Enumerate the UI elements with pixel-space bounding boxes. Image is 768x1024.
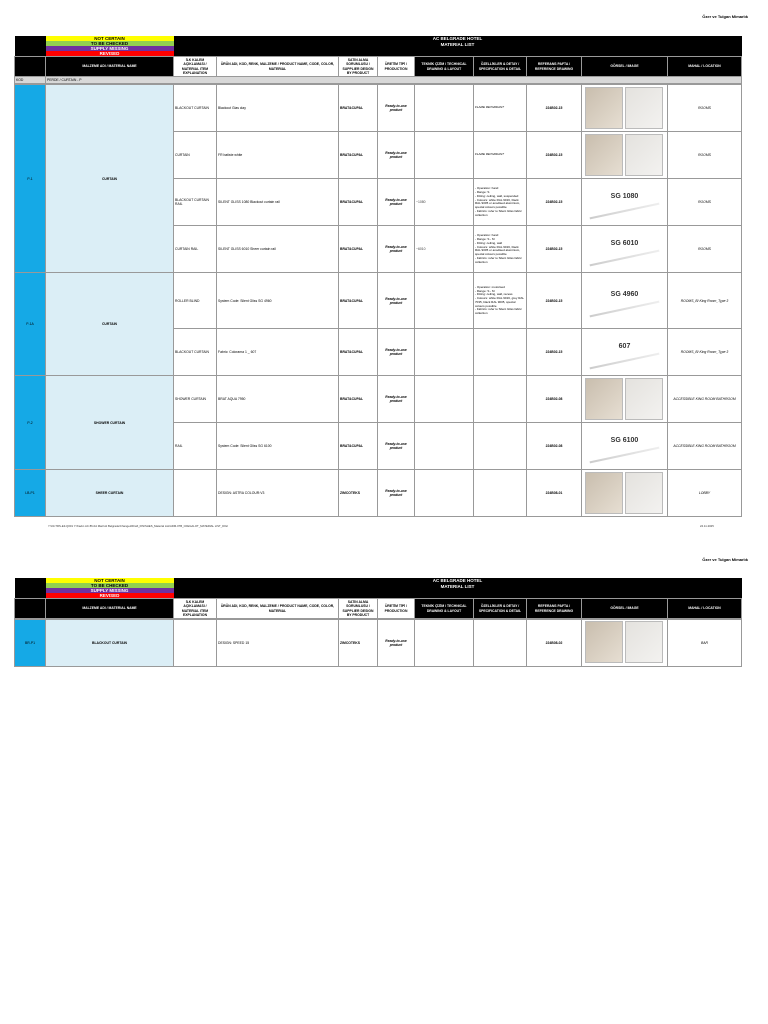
specification: - Operation: hand - Range: S - Fitting: ceiling, wall, suspended - Colours: white RAL 9016, black RAL 9005 or anodised aluminium, special colours possible - Fabrics: refer to Silent Gliss fabric collection [474,179,527,226]
col-explanation: İLK KALEM AÇIKLAMASI / MATERIAL ITEM EXPLANATION [174,599,217,619]
product-name: Blackout Gias clay [217,85,339,132]
group-name: SHOWER CURTAIN [46,376,174,470]
location: ROOMS_B/ King Room_Type 3 [668,273,742,329]
location: ROOMS [668,179,742,226]
section-name: PERDE / CURTAIN - P [46,77,742,84]
brand-name: Özer ve Tulgan Mimarlık [702,14,748,19]
material-sheet-page-2 [14,578,741,667]
reference-drawing: 224B02-08 [527,376,582,423]
title-block [174,36,742,57]
product-photo [625,472,663,514]
specification [474,620,527,667]
technical-drawing [415,376,474,423]
supplier: BRAT&CUPAL [339,423,378,470]
location: ACCESSIBLE KING ROOM BATHROOM [668,376,742,423]
product-image [582,226,668,273]
product-image [582,470,668,517]
item-explanation: RAIL [174,423,217,470]
table-row [15,620,742,667]
col-name: MALZEME ADI / MATERIAL NAME [46,599,174,619]
col-drawing: REFERANS PAFTA / REFERENCE DRAWING [527,57,582,77]
group-name: CURTAIN [46,273,174,376]
supplier: BRAT&CUPAL [339,329,378,376]
table-row [15,376,742,423]
product-image [582,423,668,470]
reference-drawing: 224B02-15 [527,273,582,329]
product-image [582,376,668,423]
product-photo [585,472,623,514]
group-code: P-1 [15,85,46,273]
product-name: Fabric: Colorama 1 _ 607 [217,329,339,376]
technical-drawing [415,85,474,132]
item-explanation: CURTAIN RAIL [174,226,217,273]
specification: - Operation: motorised - Range: S - M - Fitting: ceiling, wall, recess - Colours: white RAL 9016, grey RAL 7035, black RAL 9005, special colours possible - Fabrics: refer to Silent Gliss fabric collection [474,273,527,329]
supplier: ZIMCOTEKS [339,620,378,667]
brand-name-page-2: Özer ve Tulgan Mimarlık [702,557,748,562]
col-supplier: SATIN ALMA SORUMLUSU / SUPPLIER DESIGN BY PRODUCT [339,599,378,619]
image-label: SG 4960 [610,291,639,299]
supplier: BRAT&CUPAL [339,85,378,132]
col-spec: ÖZELLİKLER & DETAY / SPECIFICATION & DETAIL [474,57,527,77]
group-code: P-2 [15,376,46,470]
product-image [582,179,668,226]
technical-drawing: ~1080 [415,179,474,226]
technical-drawing: ~6010 [415,226,474,273]
reference-drawing: 224B02-15 [527,179,582,226]
production-type: Ready-to-use product [378,620,415,667]
product-photo [585,134,623,176]
image-label: SG 1080 [610,192,639,200]
product-photo [590,202,660,219]
reference-drawing: 224B02-15 [527,329,582,376]
production-type: Ready-to-use product [378,470,415,517]
legend-not-certain: NOT CERTAIN [46,578,174,583]
legend-to-be-checked: TO BE CHECKED [46,583,174,588]
legend-to-be-checked: TO BE CHECKED [46,41,174,46]
product-name: System Code: Silent Gliss SG 4960 [217,273,339,329]
legend [46,578,174,599]
location: BAR [668,620,742,667]
table-row [15,273,742,329]
legend [46,36,174,57]
product-name: System Code: Silent Gliss SG 6100 [217,423,339,470]
specification [474,329,527,376]
product-photo [585,621,623,663]
material-table-header-page-2 [14,578,742,619]
group-name: BLACKOUT CURTAIN [46,620,174,667]
specification: FLAME RETARDANT [474,132,527,179]
col-product: ÜRÜN ADI, KOD, RENK, MALZEME / PRODUCT NAME, CODE, COLOR, MATERIAL [217,599,339,619]
footer-path: Y:\03-TRS-E3-Q001 Y:\Kadın AC 86-0A Marriott Belgrade\Changed\Draft_FINISHES_Material List\ADM-07B_CFEGALOT_MATERIAL LIST_DIGI [48,524,228,528]
production-type: Ready-to-use product [378,273,415,329]
reference-drawing: 224B02-15 [527,132,582,179]
product-name: FR batiste white [217,132,339,179]
col-location: MAHAL / LOCATION [668,57,742,77]
reference-drawing: 224B02-15 [527,226,582,273]
col-image: GÖRSEL / IMAGE [582,599,668,619]
technical-drawing [415,423,474,470]
supplier: ZIMCOTEKS [339,470,378,517]
product-image [582,620,668,667]
supplier: BRAT&CUPAL [339,273,378,329]
technical-drawing [415,132,474,179]
col-origin: ÜRETİM TİPİ / PRODUCTION [378,599,415,619]
technical-drawing [415,470,474,517]
technical-drawing [415,273,474,329]
production-type: Ready-to-use product [378,85,415,132]
list-title: MATERIAL LIST [440,583,475,589]
specification: - Operation: hand - Range: S - M - Fitting: ceiling, wall - Colours: white RAL 9016, black RAL 9005 or anodised aluminium, special colours possible - Fabrics: refer to Silent Gliss fabric collection [474,226,527,273]
supplier: BRAT&CUPAL [339,226,378,273]
col-drawing: REFERANS PAFTA / REFERENCE DRAWING [527,599,582,619]
product-name: SILENT GLISS 1080 Blackout curtain rail [217,179,339,226]
footer-date: 24.11.2025 [700,524,714,528]
product-photo [585,378,623,420]
col-layout: TEKNİK ÇİZİM / TECHNICAL DRAWING & LAYOUT [415,599,474,619]
col-code [15,599,46,619]
group-name: CURTAIN [46,85,174,273]
specification [474,423,527,470]
material-table-body-page-2 [14,619,742,667]
legend-spacer [15,36,46,57]
legend-revised: REVISED [46,593,174,598]
col-spec: ÖZELLİKLER & DETAY / SPECIFICATION & DETAIL [474,599,527,619]
product-name: BRAT AQUA 7950 [217,376,339,423]
image-label: 607 [618,342,631,350]
col-image: GÖRSEL / IMAGE [582,57,668,77]
legend-revised: REVISED [46,51,174,56]
specification [474,470,527,517]
product-image [582,132,668,179]
group-code: P-1A [15,273,46,376]
title-block [174,578,742,599]
col-supplier: SATIN ALMA SORUMLUSU / SUPPLIER DESIGN BY PRODUCT [339,57,378,77]
product-photo [625,378,663,420]
product-image [582,85,668,132]
specification: FLAME RETARDANT [474,85,527,132]
image-label: SG 6100 [610,436,639,444]
specification [474,376,527,423]
item-explanation: BLACKOUT CURTAIN RAIL [174,179,217,226]
location: ACCESSIBLE KING ROOM BATHROOM [668,423,742,470]
table-row [15,470,742,517]
location: ROOMS [668,85,742,132]
item-explanation [174,620,217,667]
product-name: DESIGN: ASTRA COLOUR:V3 [217,470,339,517]
production-type: Ready-to-use product [378,423,415,470]
production-type: Ready-to-use product [378,132,415,179]
group-code: BR-P1 [15,620,46,667]
supplier: BRAT&CUPAL [339,179,378,226]
product-photo [590,352,660,369]
group-name: SHEER CURTAIN [46,470,174,517]
col-layout: TEKNİK ÇİZİM / TECHNICAL DRAWING & LAYOUT [415,57,474,77]
reference-drawing: 224B02-15 [527,85,582,132]
legend-not-certain: NOT CERTAIN [46,36,174,41]
col-product: ÜRÜN ADI, KOD, RENK, MALZEME / PRODUCT NAME, CODE, COLOR, MATERIAL [217,57,339,77]
legend-supply-missing: SUPPLY MISSING [46,588,174,593]
item-explanation: SHOWER CURTAIN [174,376,217,423]
legend-supply-missing: SUPPLY MISSING [46,46,174,51]
material-sheet-page-1 [14,36,741,517]
product-image [582,273,668,329]
col-code [15,57,46,77]
production-type: Ready-to-use product [378,376,415,423]
reference-drawing: 224B08-02 [527,620,582,667]
item-explanation: BLACKOUT CURTAIN [174,329,217,376]
product-photo [625,621,663,663]
col-origin: ÜRETİM TİPİ / PRODUCTION [378,57,415,77]
product-photo [590,249,660,266]
product-photo [590,446,660,463]
list-title: MATERIAL LIST [440,41,475,47]
production-type: Ready-to-use product [378,329,415,376]
technical-drawing [415,620,474,667]
product-photo [585,87,623,129]
product-image [582,329,668,376]
item-explanation: BLACKOUT CURTAIN [174,85,217,132]
table-row [15,85,742,132]
project-title: AC BELGRADE HOTEL [432,36,483,41]
location: LOBBY [668,470,742,517]
product-photo [590,301,660,318]
group-code: LB-P1 [15,470,46,517]
supplier: BRAT&CUPAL [339,132,378,179]
supplier: BRAT&CUPAL [339,376,378,423]
project-title: AC BELGRADE HOTEL [432,578,483,583]
material-table-body [14,84,742,517]
product-photo [625,87,663,129]
section-code: KOD [15,77,46,84]
location: ROOMS [668,132,742,179]
col-location: MAHAL / LOCATION [668,599,742,619]
legend-spacer [15,578,46,599]
item-explanation [174,470,217,517]
product-name: DESIGN: SPEED 15 [217,620,339,667]
col-explanation: İLK KALEM AÇIKLAMASI / MATERIAL ITEM EXPLANATION [174,57,217,77]
image-label: SG 6010 [610,239,639,247]
production-type: Ready-to-use product [378,226,415,273]
item-explanation: ROLLER BLIND [174,273,217,329]
technical-drawing [415,329,474,376]
reference-drawing: 224B08-01 [527,470,582,517]
material-table-header [14,36,742,84]
col-name: MALZEME ADI / MATERIAL NAME [46,57,174,77]
location: ROOMS_B/ King Room_Type 3 [668,329,742,376]
product-photo [625,134,663,176]
location: ROOMS [668,226,742,273]
production-type: Ready-to-use product [378,179,415,226]
product-name: SILENT GLISS 6010 Sheer curtain rail [217,226,339,273]
reference-drawing: 224B02-08 [527,423,582,470]
item-explanation: CURTAIN [174,132,217,179]
